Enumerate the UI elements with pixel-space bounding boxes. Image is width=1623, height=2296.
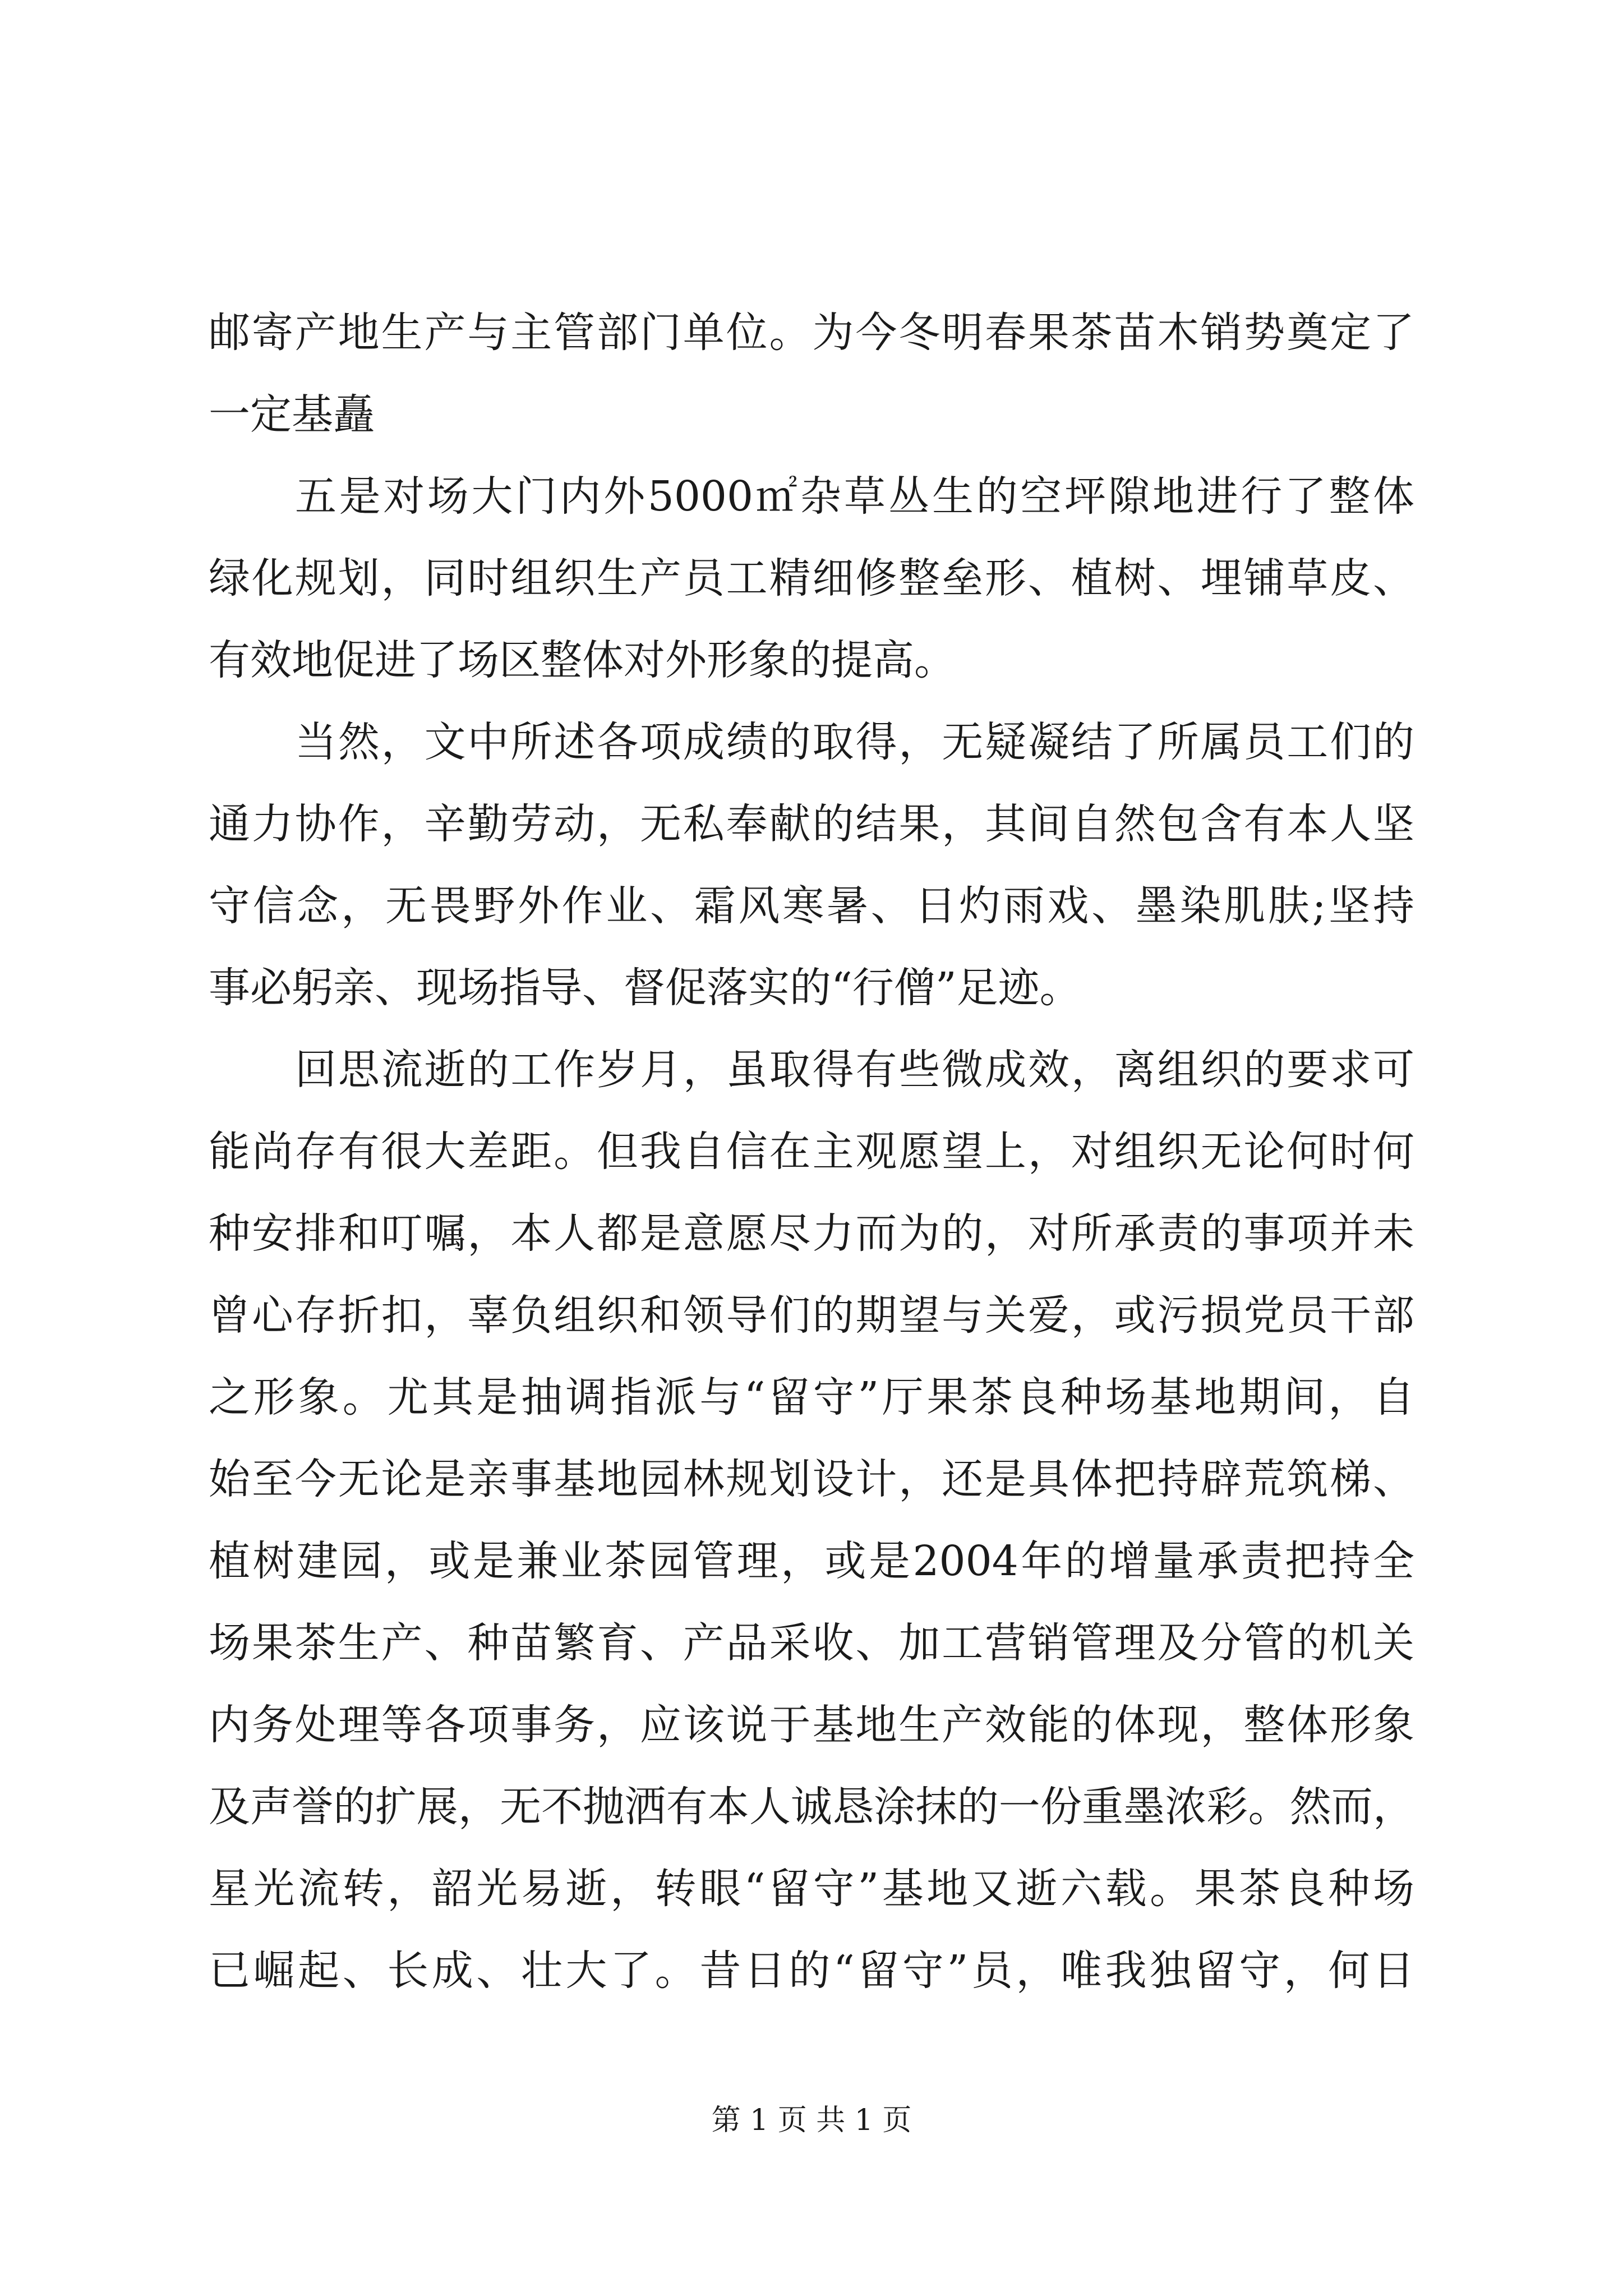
- text-line: 始至今无论是亲事基地园林规划设计，还是具体把持辟荒筑梯、: [209, 1455, 1414, 1503]
- paragraph-first-line: 当然，文中所述各项成绩的取得，无疑凝结了所属员工们的: [295, 718, 1414, 766]
- text-line: 通力协作，辛勤劳动，无私奉献的结果，其间自然包含有本人坚: [209, 800, 1414, 848]
- text-line: 星光流转，韶光易逝，转眼“留守”基地又逝六载。果茶良种场: [209, 1865, 1414, 1913]
- text-line: 已崛起、长成、壮大了。昔日的“留守”员，唯我独留守，何日: [209, 1947, 1414, 1995]
- text-line: 守信念，无畏野外作业、霜风寒暑、日灼雨戏、墨染肌肤;坚持: [209, 882, 1414, 930]
- text-line: 植树建园，或是兼业茶园管理，或是2004年的增量承责把持全: [209, 1537, 1414, 1585]
- text-line: 邮寄产地生产与主管部门单位。为今冬明春果茶苗木销势奠定了: [209, 309, 1414, 357]
- text-line: 内务处理等各项事务，应该说于基地生产效能的体现，整体形象: [209, 1701, 1414, 1749]
- text-line: 一定基矗: [209, 390, 375, 439]
- text-line: 有效地促进了场区整体对外形象的提高。: [209, 636, 956, 684]
- text-line: 事必躬亲、现场指导、督促落实的“行僧”足迹。: [209, 964, 1081, 1012]
- page-footer: 第 1 页 共 1 页: [711, 2104, 912, 2137]
- text-line: 种安排和叮嘱，本人都是意愿尽力而为的，对所承责的事项并未: [209, 1209, 1414, 1258]
- document-body: [209, 292, 1414, 2012]
- text-line: 及声誉的扩展，无不抛洒有本人诚恳涂抹的一份重墨浓彩。然而，: [209, 1783, 1414, 1831]
- text-line: 曾心存折扣，辜负组织和领导们的期望与关爱，或污损党员干部: [209, 1291, 1414, 1340]
- text-line: 能尚存有很大差距。但我自信在主观愿望上，对组织无论何时何: [209, 1128, 1414, 1176]
- text-line: 之形象。尤其是抽调指派与“留守”厅果茶良种场基地期间，自: [209, 1373, 1414, 1421]
- text-line: 绿化规划，同时组织生产员工精细修整垒形、植树、埋铺草皮、: [209, 554, 1414, 602]
- paragraph-first-line: 回思流逝的工作岁月，虽取得有些微成效，离组织的要求可: [295, 1046, 1414, 1094]
- text-line: 场果茶生产、种苗繁育、产品采收、加工营销管理及分管的机关: [209, 1619, 1414, 1667]
- paragraph-first-line: 五是对场大门内外5000㎡杂草丛生的空坪隙地进行了整体: [295, 472, 1414, 521]
